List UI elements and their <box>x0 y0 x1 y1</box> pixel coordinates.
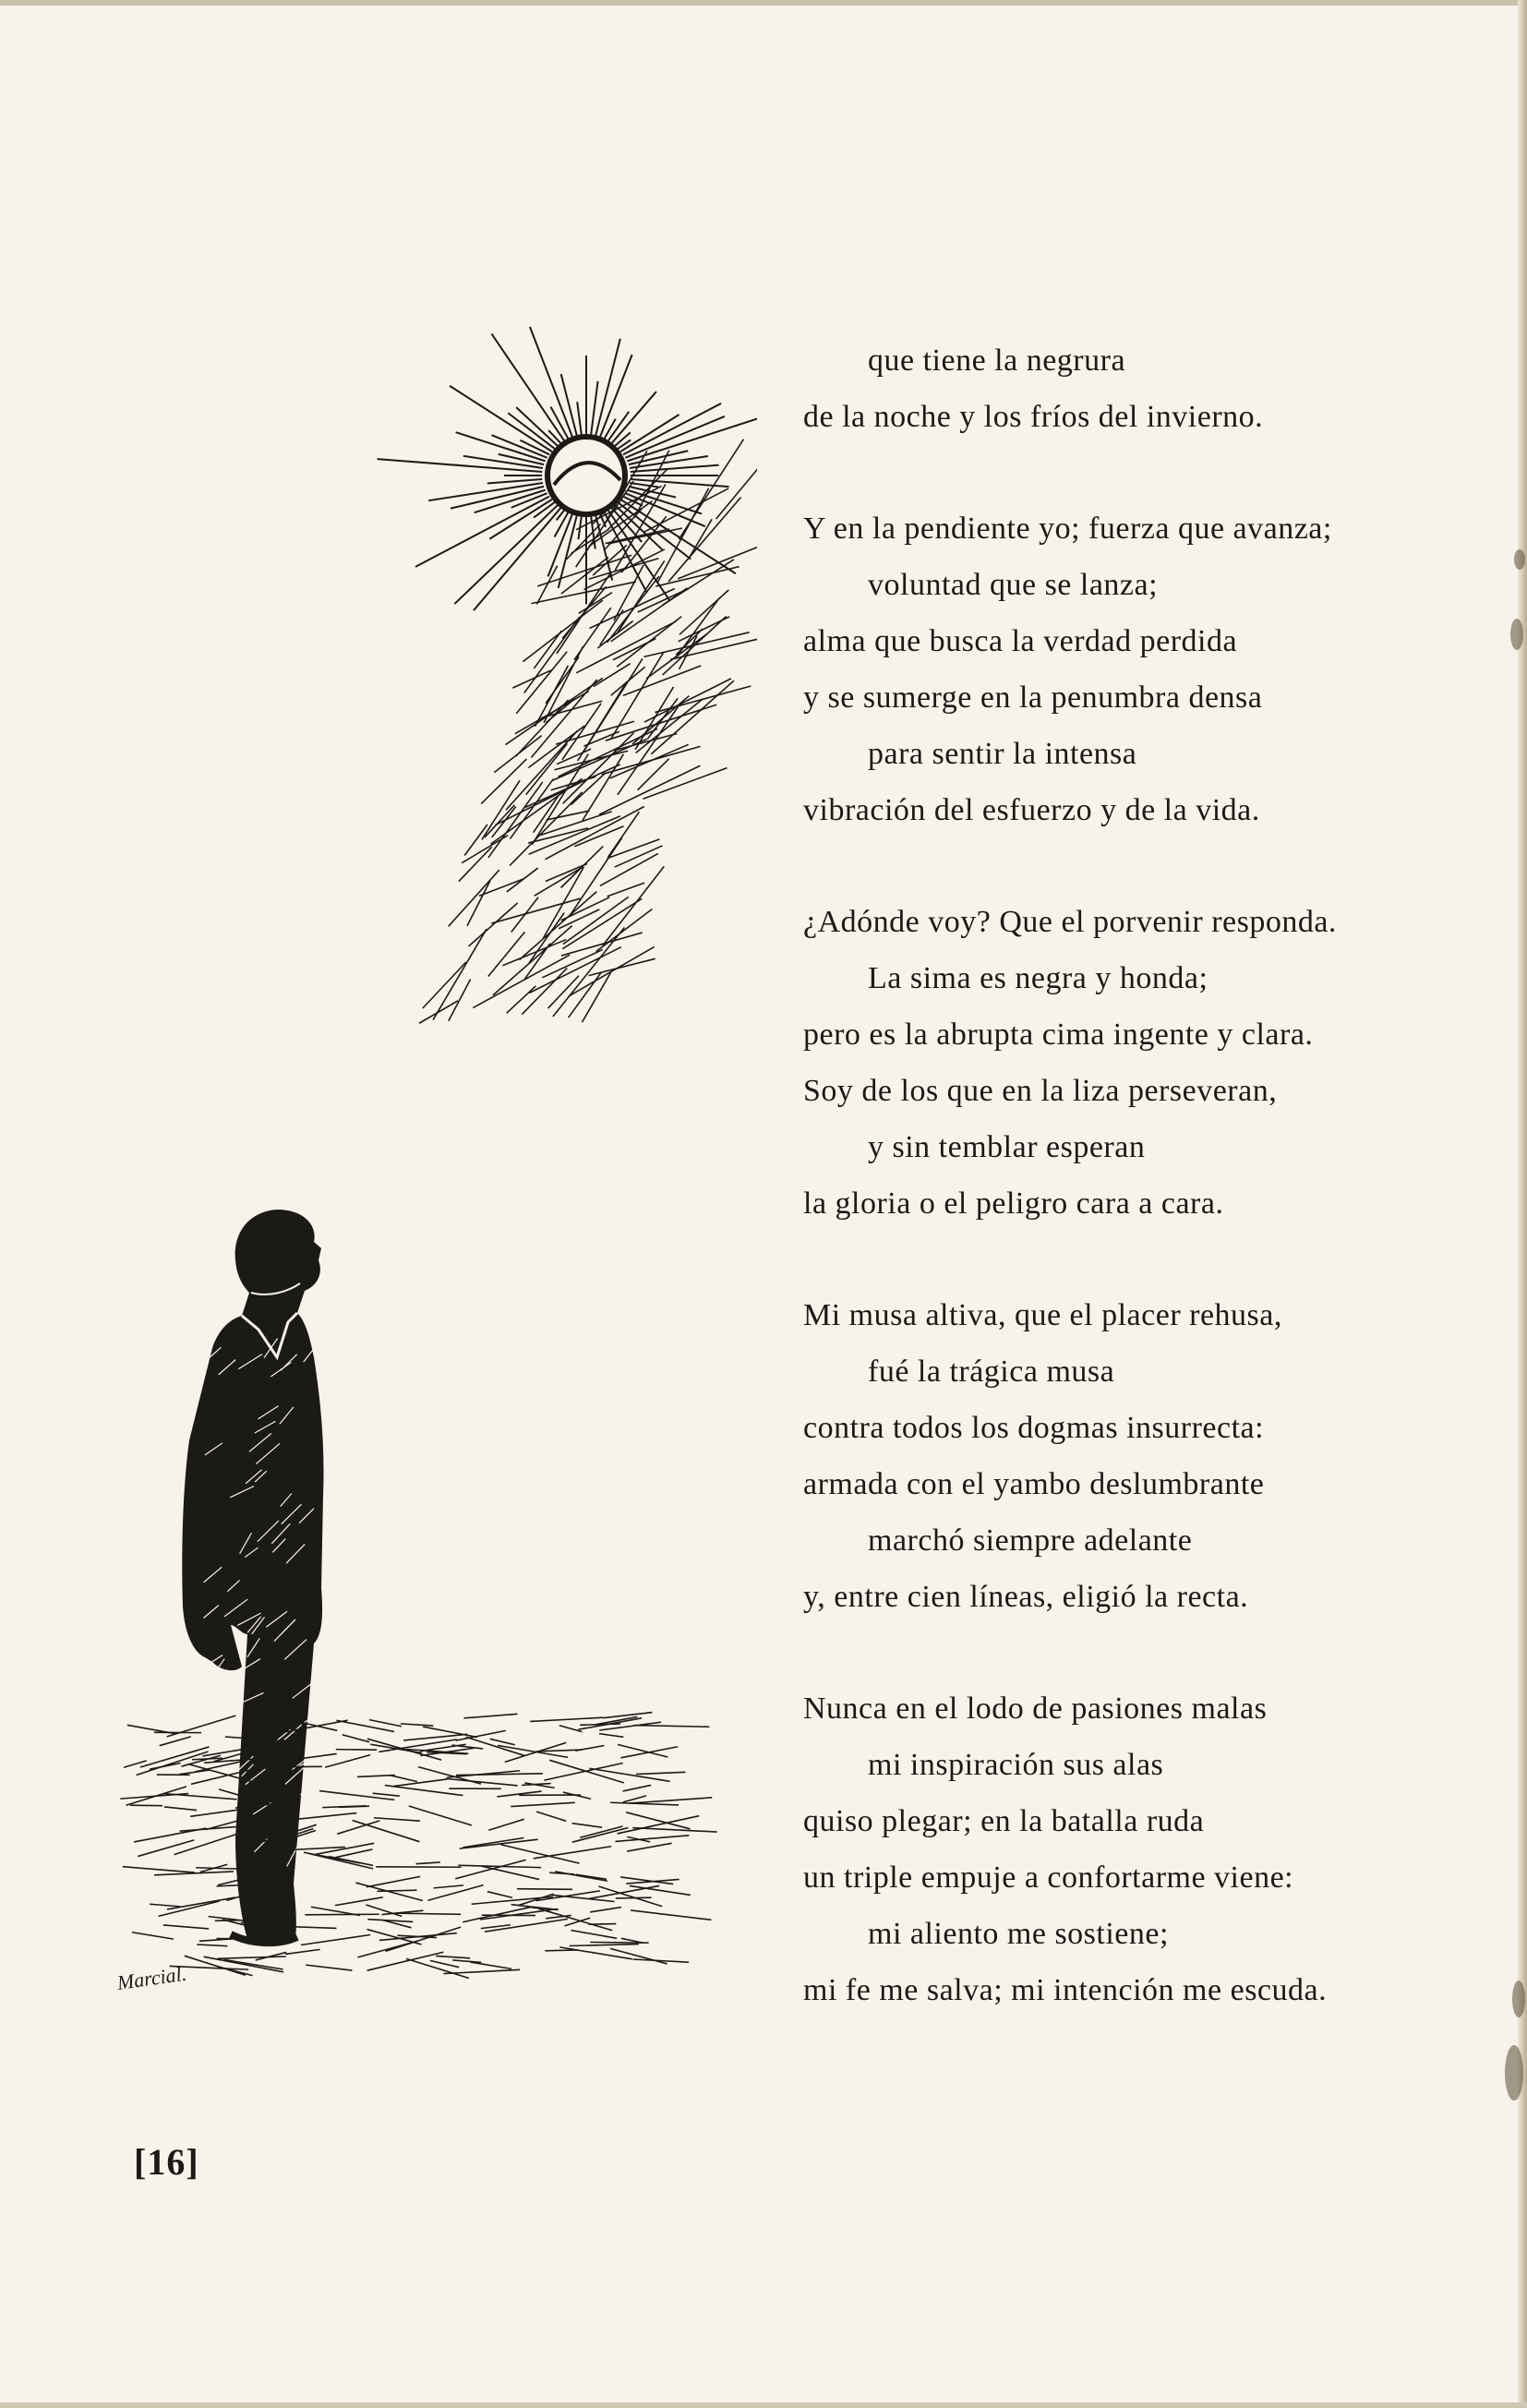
poem-line: y, entre cien líneas, eligió la recta. <box>803 1580 1249 1614</box>
artist-signature: Marcial. <box>115 1961 188 1994</box>
poem-line: quiso plegar; en la batalla ruda <box>803 1804 1205 1838</box>
poem-line: marchó siempre adelante <box>868 1523 1193 1558</box>
poem-line: mi inspiración sus alas <box>868 1748 1164 1782</box>
page-number: [16] <box>134 2141 199 2183</box>
poem-line: y se sumerge en la penumbra densa <box>803 680 1263 715</box>
poem-line: para sentir la intensa <box>868 737 1137 771</box>
poem-line: Y en la pendiente yo; fuerza que avanza; <box>803 512 1332 546</box>
ground-shadow-hatching <box>120 1713 716 1979</box>
poem-line: contra todos los dogmas insurrecta: <box>803 1411 1265 1445</box>
poem-line: ¿Adónde voy? Que el porvenir responda. <box>803 905 1337 939</box>
poem-line: y sin temblar esperan <box>868 1130 1146 1164</box>
poem-line: de la noche y los fríos del invierno. <box>803 400 1264 434</box>
poem-stanza <box>803 500 1449 838</box>
paper-stain <box>1510 619 1523 650</box>
radiant-sun-icon <box>378 327 757 610</box>
poem-line: voluntad que se lanza; <box>868 568 1159 602</box>
poem-line: mi aliento me sostiene; <box>868 1917 1169 1951</box>
poem-line: la gloria o el peligro cara a cara. <box>803 1186 1224 1221</box>
paper-stain <box>1505 2045 1523 2101</box>
paper-stain <box>1512 1981 1525 2017</box>
poem-line: vibración del esfuerzo y de la vida. <box>803 793 1260 827</box>
page-edge-bottom <box>0 2402 1527 2408</box>
poem-text <box>803 332 1449 2074</box>
poem-line: alma que busca la verdad perdida <box>803 624 1238 658</box>
poem-line: que tiene la negrura <box>868 343 1126 378</box>
poem-line: un triple empuje a confortarme viene: <box>803 1860 1294 1895</box>
paper-stain <box>1514 549 1525 570</box>
poem-stanza <box>803 332 1449 445</box>
poem-line: La sima es negra y honda; <box>868 961 1208 995</box>
poem-line: armada con el yambo deslumbrante <box>803 1467 1265 1501</box>
poem-stanza <box>803 1680 1449 2018</box>
poem-line: Mi musa altiva, que el placer rehusa, <box>803 1298 1282 1332</box>
poem-line: pero es la abrupta cima ingente y clara. <box>803 1017 1314 1052</box>
ink-illustration <box>0 0 757 2031</box>
poem-line: Nunca en el lodo de pasiones malas <box>803 1692 1268 1726</box>
hatched-slope <box>419 439 757 1024</box>
page-edge-right <box>1518 0 1527 2408</box>
poem-line: fué la trágica musa <box>868 1354 1115 1389</box>
poem-line: Soy de los que en la liza perseveran, <box>803 1074 1278 1108</box>
poem-stanza <box>803 1287 1449 1625</box>
poem-line: mi fe me salva; mi intención me escuda. <box>803 1973 1328 2007</box>
poem-stanza <box>803 894 1449 1232</box>
